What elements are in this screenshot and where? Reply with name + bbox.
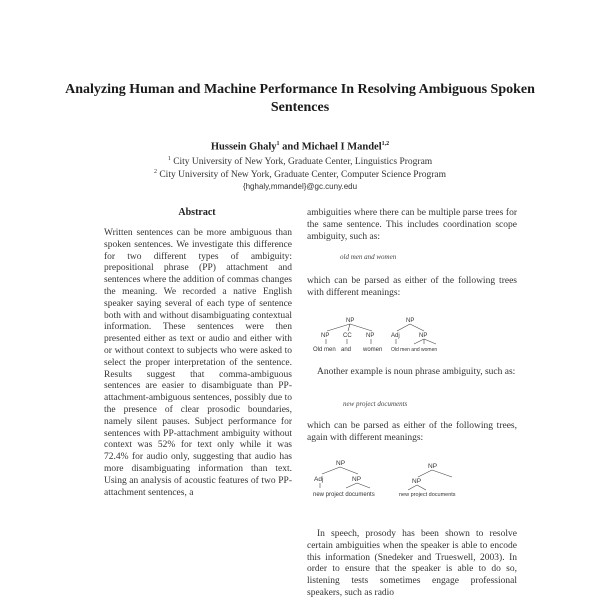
- tree-leaf: Old men: [313, 347, 336, 353]
- paragraph-text: ambiguities where there can be multiple parse trees for the same sentence. This includes coordination scope ambiguity, such as:: [307, 208, 517, 242]
- paragraph: [307, 421, 517, 445]
- author-affil-mark: 1,2: [381, 141, 390, 147]
- tree-leaf: and: [341, 347, 352, 353]
- affiliation-mark: 1: [167, 156, 171, 162]
- abstract-body: [104, 228, 292, 499]
- tree-node: CC: [343, 333, 352, 339]
- author-line: [100, 138, 500, 154]
- affiliation-text: City University of New York, Graduate Center, Linguistics Program: [173, 157, 433, 168]
- abstract-text: Written sentences can be more ambiguous than spoken sentences. We investigate this difference for two different types of ambiguity: prepositional phrase (PP) attachment and sentences where the addition of commas changes the meaning. We recorded a native English speaker saying several of each type of sentence both with and without disambiguating contextual information. These sentences were then presented either as text or audio and either with or without context to subjects who were asked to select the proper interpretation of the sentence. Results suggest that comma-ambiguous sentences are easier to disambiguate than PP-attachment-ambiguous sentences, possibly due to the presence of clear prosodic boundaries, namely silent pauses. Subject performance for sentences with PP-attachment ambiguity without context was 52% for text only while it was 72.4% for audio only, suggesting that audio has more disambiguating information than text. Using an analysis of acoustic features of two PP-attachment sentences, a: [104, 228, 292, 498]
- tree-edge: [357, 483, 370, 488]
- tree-edge: [414, 339, 424, 344]
- paragraph: [307, 276, 517, 300]
- tree-node: NP: [346, 318, 355, 324]
- tree-node: NP: [419, 333, 428, 339]
- tree-edge: [408, 485, 417, 490]
- parse-tree: [310, 315, 390, 355]
- affiliation-mark: 2: [153, 169, 157, 175]
- author-connector: and: [279, 141, 302, 153]
- author-email: {hghaly,mmandel}@gc.cuny.edu: [242, 182, 358, 191]
- tree-edge: [432, 470, 452, 477]
- tree-node: NP: [406, 318, 415, 324]
- tree-node: Adj: [314, 476, 324, 483]
- tree-edge: [348, 324, 350, 331]
- paragraph: [307, 529, 517, 600]
- tree-leaf: women: [363, 347, 383, 353]
- affiliation: [80, 166, 520, 181]
- author-name: Michael I Mandel: [301, 141, 382, 153]
- tree-node: NP: [336, 460, 346, 467]
- paragraph-text: In speech, prosody has been shown to resolve certain ambiguities when the speaker is able to encode this information (Snedeker and Trueswell, 2003). In order to ensure that the speaker is able to do so, listening tests sometimes engage professional speakers, such as radio: [307, 529, 517, 598]
- tree-edge: [418, 470, 432, 477]
- tree-edge: [417, 485, 426, 490]
- tree-node: NP: [428, 463, 438, 470]
- example-phrase: old men and women: [340, 253, 397, 261]
- tree-leaf: new project documents: [399, 492, 456, 498]
- tree-node: NP: [321, 333, 330, 339]
- parse-tree: [396, 460, 476, 500]
- paper-title: Analyzing Human and Machine Performance In Resolving Ambiguous Spoken Sentences: [65, 82, 535, 115]
- tree-node: Adj: [391, 333, 400, 339]
- example-phrase: new project documents: [343, 400, 408, 408]
- tree-node: NP: [352, 476, 362, 483]
- parse-tree: [310, 456, 395, 498]
- paragraph-text: which can be parsed as either of the following trees, again with different meanings:: [307, 421, 517, 443]
- tree-edge: [397, 324, 410, 331]
- tree-leaf: new project documents: [313, 492, 375, 498]
- tree-leaf: Old men and women: [391, 347, 438, 353]
- parse-tree: [388, 315, 458, 355]
- tree-edge: [424, 339, 436, 344]
- tree-node: NP: [412, 478, 422, 485]
- paragraph-text: Another example is noun phrase ambiguity, such as:: [317, 367, 516, 377]
- tree-edge: [346, 483, 357, 488]
- paragraph: [307, 367, 517, 379]
- tree-node: NP: [366, 333, 375, 339]
- affiliation-text: City University of New York, Graduate Center, Computer Science Program: [159, 170, 447, 181]
- author-affil-mark: 1: [276, 141, 280, 147]
- tree-edge: [322, 467, 340, 474]
- tree-edge: [350, 324, 372, 331]
- tree-edge: [327, 324, 350, 331]
- abstract-heading: Abstract: [178, 207, 216, 218]
- tree-edge: [340, 467, 358, 474]
- paragraph: [307, 208, 517, 243]
- tree-edge: [410, 324, 424, 331]
- author-name: Hussein Ghaly: [210, 141, 277, 153]
- paragraph-text: which can be parsed as either of the following trees with different meanings:: [307, 276, 517, 298]
